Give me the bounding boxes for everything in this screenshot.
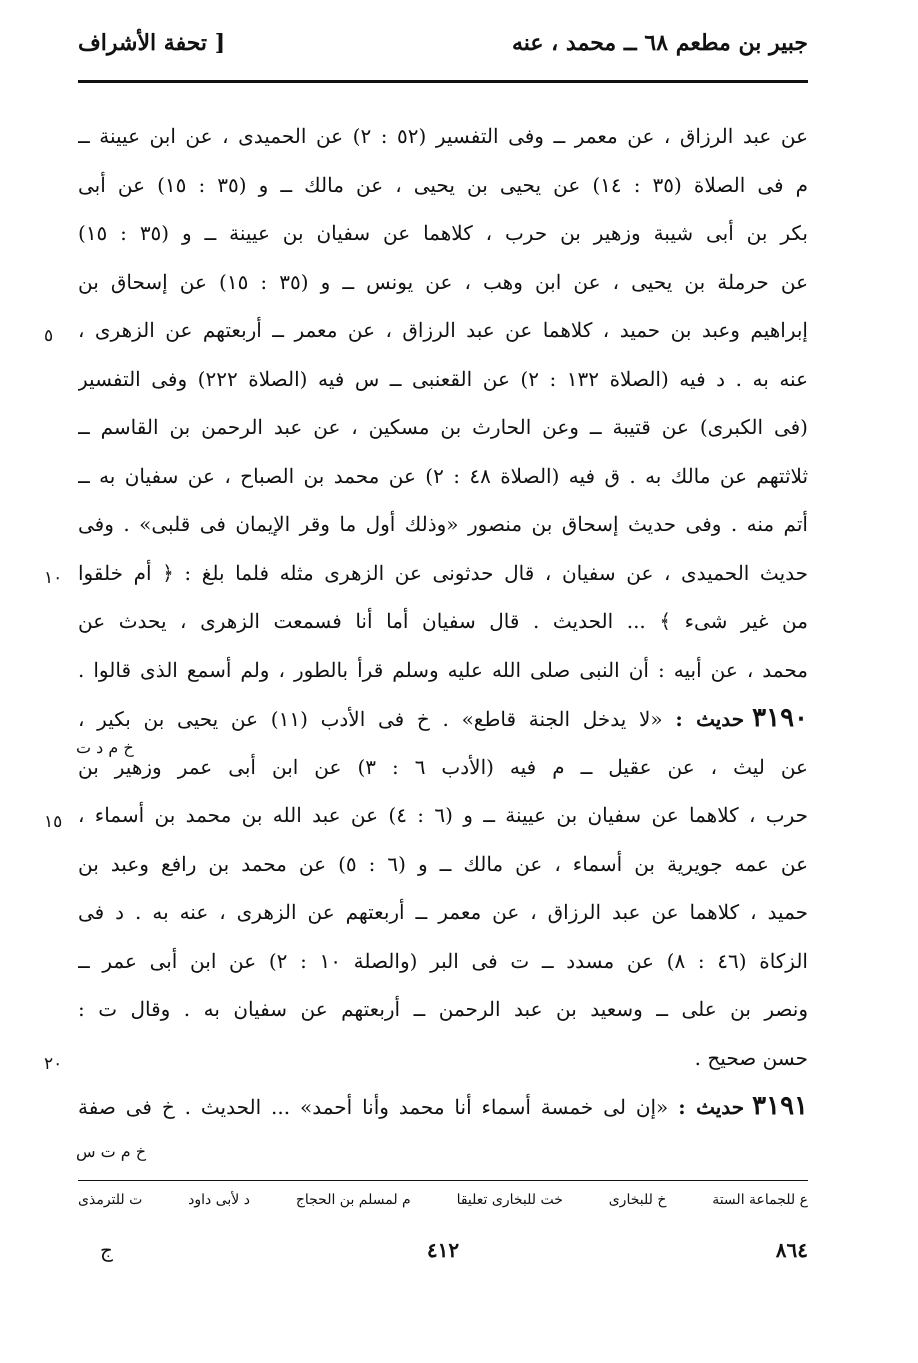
- abbreviation-item: م لمسلم بن الحجاج: [295, 1192, 411, 1208]
- text-line: بكر بن أبى شيبة وزهير بن حرب ، كلاهما عن سفيان بن عيينة ــ و (٣٥ : ١٥): [78, 221, 808, 245]
- text-line: محمد ، عن أبيه : أن النبى صلى الله عليه وسلم قرأ بالطور ، ولم أسمع الذى قالوا .: [78, 657, 808, 682]
- running-title: جبير بن مطعم ٦٨ ــ محمد ، عنه: [511, 30, 808, 56]
- hadith-keyword: حديث :: [678, 1095, 745, 1119]
- text-line: حميد ، كلاهما عن عبد الرزاق ، عن معمر ــ أربعتهم عن الزهرى ، عنه به . د فى: [78, 900, 808, 924]
- text-line: م فى الصلاة (٣٥ : ١٤) عن يحيى بن يحيى ، عن مالك ــ و (٣٥ : ١٥) عن أبى: [78, 172, 808, 197]
- hadith-heading-3191: [78, 1082, 808, 1131]
- page-header: [78, 30, 808, 76]
- abbreviation-item: خ للبخارى: [608, 1192, 667, 1208]
- hadith-heading-3190: [78, 694, 808, 743]
- text-line: من غير شىء ﴾ ... الحديث . قال سفيان أما أنا فسمعت الزهرى ، يحدث عن: [78, 609, 808, 633]
- volume-page-number: ٤١٢: [426, 1238, 460, 1262]
- text-line: الزكاة (٤٦ : ٨) عن مسدد ــ ت فى البر (والصلة ١٠ : ٢) عن ابن أبى عمر ــ: [78, 948, 808, 973]
- text-line: ونصر بن على ــ وسعيد بن عبد الرحمن ــ أربعتهم عن سفيان به . وقال ت :: [78, 997, 808, 1021]
- text-line: عن حرملة بن يحيى ، عن ابن وهب ، عن يونس ــ و (٣٥ : ١٥) عن إسحاق بن: [78, 269, 808, 294]
- abbreviation-item: خت للبخارى تعليقا: [456, 1192, 563, 1208]
- text-line: عن ليث ، عن عقيل ــ م فيه (الأدب ٦ : ٣) عن ابن أبى عمر وزهير بن: [78, 754, 808, 779]
- text-line: إبراهيم وعبد بن حميد ، كلاهما عن عبد الرزاق ، عن معمر ــ أربعتهم عن الزهرى ،: [78, 318, 808, 342]
- book-title: [ تحفة الأشراف: [78, 30, 226, 56]
- abbreviation-key: [78, 1192, 808, 1208]
- hadith-sigla: خ م د ت: [76, 738, 134, 757]
- hadith-number: ٣١٩١: [752, 1091, 808, 1121]
- page-number: ٨٦٤: [775, 1238, 808, 1262]
- text-line: حسن صحيح .: [694, 1045, 808, 1070]
- hadith-sigla: خ م ت س: [76, 1142, 147, 1161]
- hadith-keyword: حديث :: [675, 707, 745, 731]
- hadith-number: ٣١٩٠: [752, 703, 808, 733]
- header-rule: [78, 80, 808, 83]
- hadith-text: «لا يدخل الجنة قاطع» . خ فى الأدب (١١) عن يحيى بن بكير ،: [78, 707, 663, 731]
- hadith-text: «إن لى خمسة أسماء أنا محمد وأنا أحمد» ... الحديث . خ فى صفة: [78, 1095, 669, 1119]
- text-line: أتم منه . وفى حديث إسحاق بن منصور «وذلك أول ما وقر الإيمان فى قلبى» . وفى: [78, 512, 808, 536]
- margin-line-number: ١٥: [44, 812, 63, 832]
- margin-line-number: ٥: [44, 326, 54, 346]
- margin-line-number: ٢٠: [44, 1054, 63, 1074]
- abbreviation-item: ت للترمذى: [78, 1192, 143, 1208]
- page-footer: [78, 1238, 808, 1268]
- text-line: (فى الكبرى) عن قتيبة ــ وعن الحارث بن مسكين ، عن عبد الرحمن بن القاسم ــ: [78, 415, 808, 439]
- text-line: حديث الحميدى ، عن سفيان ، قال حدثونى عن الزهرى مثله فلما بلغ : ﴿ أم خلقوا: [78, 560, 808, 585]
- printer-signature: ج: [100, 1238, 113, 1262]
- margin-line-number: ١٠: [44, 568, 63, 588]
- abbreviation-item: ع للجماعة الستة: [712, 1192, 808, 1208]
- footnote-rule: [78, 1180, 808, 1181]
- text-line: حرب ، كلاهما عن سفيان بن عيينة ــ و (٦ : ٤) عن عبد الله بن محمد بن أسماء ،: [78, 803, 808, 827]
- text-line: عنه به . د فيه (الصلاة ١٣٢ : ٢) عن القعنبى ــ س فيه (الصلاة ٢٢٢) وفى التفسير: [78, 366, 808, 391]
- text-line: عن عمه جويرية بن أسماء ، عن مالك ــ و (٦ : ٥) عن محمد بن رافع وعبد بن: [78, 851, 808, 876]
- text-line: ثلاثتهم عن مالك به . ق فيه (الصلاة ٤٨ : ٢) عن محمد بن الصباح ، عن سفيان به ــ: [78, 463, 808, 488]
- abbreviation-item: د لأبى داود: [188, 1192, 250, 1208]
- text-line: عن عبد الرزاق ، عن معمر ــ وفى التفسير (٥٢ : ٢) عن الحميدى ، عن ابن عيينة ــ: [78, 124, 808, 148]
- page-body: [78, 112, 808, 1131]
